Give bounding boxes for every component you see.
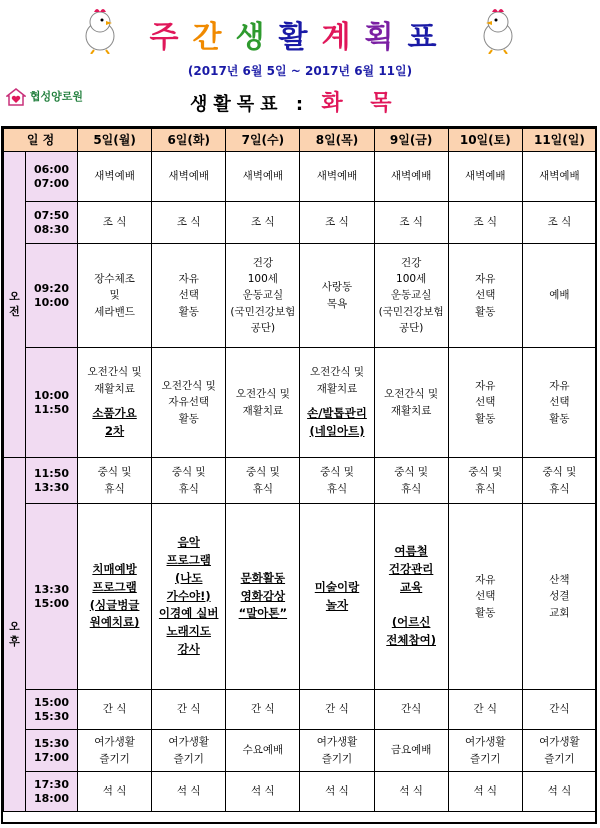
time-slot: 11:50 13:30 bbox=[26, 458, 78, 504]
schedule-cell bbox=[226, 504, 300, 690]
header-day: 7일(수) bbox=[226, 129, 300, 152]
house-heart-icon bbox=[6, 88, 26, 106]
schedule-cell: 조 식 bbox=[448, 202, 522, 244]
featured-program: 치매예방 프로그램 (싱글벙글 원예치료) bbox=[89, 561, 140, 630]
period-afternoon: 오 후 bbox=[4, 458, 26, 812]
schedule-cell bbox=[152, 504, 226, 690]
schedule-cell: 오전간식 및 재활치료 bbox=[374, 348, 448, 458]
title-char: 획 bbox=[364, 20, 408, 55]
time-slot: 07:50 08:30 bbox=[26, 202, 78, 244]
schedule-cell: 중식 및 휴식 bbox=[374, 458, 448, 504]
header-day: 9일(금) bbox=[374, 129, 448, 152]
schedule-cell bbox=[374, 504, 448, 690]
time-slot: 10:00 11:50 bbox=[26, 348, 78, 458]
org-logo bbox=[6, 88, 83, 106]
time-slot: 17:30 18:00 bbox=[26, 772, 78, 812]
schedule-cell: 자유 선택 활동 bbox=[152, 244, 226, 348]
schedule-cell: 새벽예배 bbox=[300, 152, 374, 202]
title-char: 간 bbox=[192, 20, 236, 55]
life-goal bbox=[190, 86, 401, 117]
schedule-cell: 자유 선택 활동 bbox=[522, 348, 596, 458]
schedule-cell: 조 식 bbox=[300, 202, 374, 244]
header-day: 5일(월) bbox=[78, 129, 152, 152]
schedule-cell: 새벽예배 bbox=[374, 152, 448, 202]
schedule-cell: 간 식 bbox=[448, 690, 522, 730]
header-day: 11일(일) bbox=[522, 129, 596, 152]
schedule-cell bbox=[78, 504, 152, 690]
goal-label: 생활목표 : bbox=[190, 94, 310, 115]
featured-program: 여름철 건강관리 교육 (어르신 전체참여) bbox=[386, 544, 436, 648]
schedule-cell: 간식 bbox=[522, 690, 596, 730]
org-name: 협성양로원 bbox=[29, 90, 83, 103]
schedule-cell: 예배 bbox=[522, 244, 596, 348]
page-title bbox=[0, 12, 600, 56]
schedule-cell: 석 식 bbox=[300, 772, 374, 812]
schedule-cell: 여가생활 즐기기 bbox=[152, 730, 226, 772]
header bbox=[0, 0, 600, 125]
title-char: 주 bbox=[149, 20, 193, 55]
schedule-cell bbox=[300, 504, 374, 690]
schedule-cell: 여가생활 즐기기 bbox=[522, 730, 596, 772]
schedule-cell: 여가생활 즐기기 bbox=[300, 730, 374, 772]
schedule-cell: 조 식 bbox=[78, 202, 152, 244]
schedule-cell: 조 식 bbox=[522, 202, 596, 244]
schedule-cell: 간 식 bbox=[78, 690, 152, 730]
schedule-cell: 중식 및 휴식 bbox=[522, 458, 596, 504]
table-row bbox=[4, 690, 597, 730]
featured-program: 문화활동 영화감상 “말아톤” bbox=[238, 570, 288, 621]
table-row bbox=[4, 348, 597, 458]
schedule-cell: 자유 선택 활동 bbox=[448, 504, 522, 690]
schedule-cell: 중식 및 휴식 bbox=[78, 458, 152, 504]
schedule-cell: 석 식 bbox=[522, 772, 596, 812]
featured-program: 음악 프로그램 (나도 가수야!) 이경예 실버 노래지도 강사 bbox=[158, 535, 219, 657]
schedule-cell: 산책 성결 교회 bbox=[522, 504, 596, 690]
schedule-cell: 금요예배 bbox=[374, 730, 448, 772]
title-char: 계 bbox=[321, 20, 365, 55]
schedule-cell: 수요예배 bbox=[226, 730, 300, 772]
header-schedule: 일 정 bbox=[4, 129, 78, 152]
table-row bbox=[4, 730, 597, 772]
schedule-cell: 석 식 bbox=[448, 772, 522, 812]
period-morning: 오 전 bbox=[4, 152, 26, 458]
table-row bbox=[4, 244, 597, 348]
schedule-cell: 석 식 bbox=[78, 772, 152, 812]
table-row bbox=[4, 202, 597, 244]
schedule-cell: 새벽예배 bbox=[78, 152, 152, 202]
schedule-cell: 자유 선택 활동 bbox=[448, 244, 522, 348]
table-row bbox=[4, 772, 597, 812]
header-day: 10일(토) bbox=[448, 129, 522, 152]
schedule-cell: 석 식 bbox=[152, 772, 226, 812]
time-slot: 09:20 10:00 bbox=[26, 244, 78, 348]
schedule-cell: 여가생활 즐기기 bbox=[78, 730, 152, 772]
table-row bbox=[4, 152, 597, 202]
schedule-cell: 조 식 bbox=[374, 202, 448, 244]
header-day: 8일(목) bbox=[300, 129, 374, 152]
time-slot: 15:30 17:00 bbox=[26, 730, 78, 772]
featured-program: 손/발톱관리 (네일아트) bbox=[307, 405, 367, 438]
schedule-cell: 새벽예배 bbox=[226, 152, 300, 202]
schedule-cell: 건강 100세 운동교실 (국민건강보험 공단) bbox=[374, 244, 448, 348]
schedule-cell: 장수체조 및 세라밴드 bbox=[78, 244, 152, 348]
activity-text: 오전간식 및 재활치료 bbox=[87, 366, 142, 395]
time-slot: 13:30 15:00 bbox=[26, 504, 78, 690]
schedule-cell: 오전간식 및 재활치료 bbox=[226, 348, 300, 458]
schedule-cell: 중식 및 휴식 bbox=[300, 458, 374, 504]
schedule-table bbox=[3, 128, 597, 812]
goal-value: 화 목 bbox=[321, 91, 402, 116]
schedule-cell: 여가생활 즐기기 bbox=[448, 730, 522, 772]
featured-program: 미술이랑 놀자 bbox=[314, 579, 360, 612]
schedule-cell: 간 식 bbox=[226, 690, 300, 730]
schedule-cell: 간식 bbox=[374, 690, 448, 730]
header-day: 6일(화) bbox=[152, 129, 226, 152]
schedule-cell: 새벽예배 bbox=[152, 152, 226, 202]
schedule-cell bbox=[78, 348, 152, 458]
time-slot: 15:00 15:30 bbox=[26, 690, 78, 730]
schedule-cell: 석 식 bbox=[374, 772, 448, 812]
date-range: (2017년 6월 5일 ~ 2017년 6월 11일) bbox=[187, 64, 413, 78]
schedule-cell: 새벽예배 bbox=[522, 152, 596, 202]
schedule-cell: 새벽예배 bbox=[448, 152, 522, 202]
schedule-cell bbox=[300, 348, 374, 458]
schedule-cell: 건강 100세 운동교실 (국민건강보험 공단) bbox=[226, 244, 300, 348]
header-row bbox=[4, 129, 597, 152]
featured-program: 소품가요 2차 bbox=[92, 405, 137, 438]
table-row bbox=[4, 504, 597, 690]
title-char: 표 bbox=[407, 20, 451, 55]
schedule-cell: 조 식 bbox=[152, 202, 226, 244]
schedule-cell: 조 식 bbox=[226, 202, 300, 244]
schedule-cell: 중식 및 휴식 bbox=[448, 458, 522, 504]
title-char: 활 bbox=[278, 20, 322, 55]
time-slot: 06:00 07:00 bbox=[26, 152, 78, 202]
schedule-cell: 사랑동 목욕 bbox=[300, 244, 374, 348]
schedule-cell: 간 식 bbox=[300, 690, 374, 730]
schedule-cell: 석 식 bbox=[226, 772, 300, 812]
schedule-cell: 중식 및 휴식 bbox=[226, 458, 300, 504]
schedule-cell: 간 식 bbox=[152, 690, 226, 730]
activity-text: 오전간식 및 재활치료 bbox=[309, 366, 365, 395]
schedule-cell: 중식 및 휴식 bbox=[152, 458, 226, 504]
table-row bbox=[4, 458, 597, 504]
schedule-cell: 자유 선택 활동 bbox=[448, 348, 522, 458]
title-char: 생 bbox=[235, 20, 279, 55]
schedule-cell: 오전간식 및 자유선택 활동 bbox=[152, 348, 226, 458]
